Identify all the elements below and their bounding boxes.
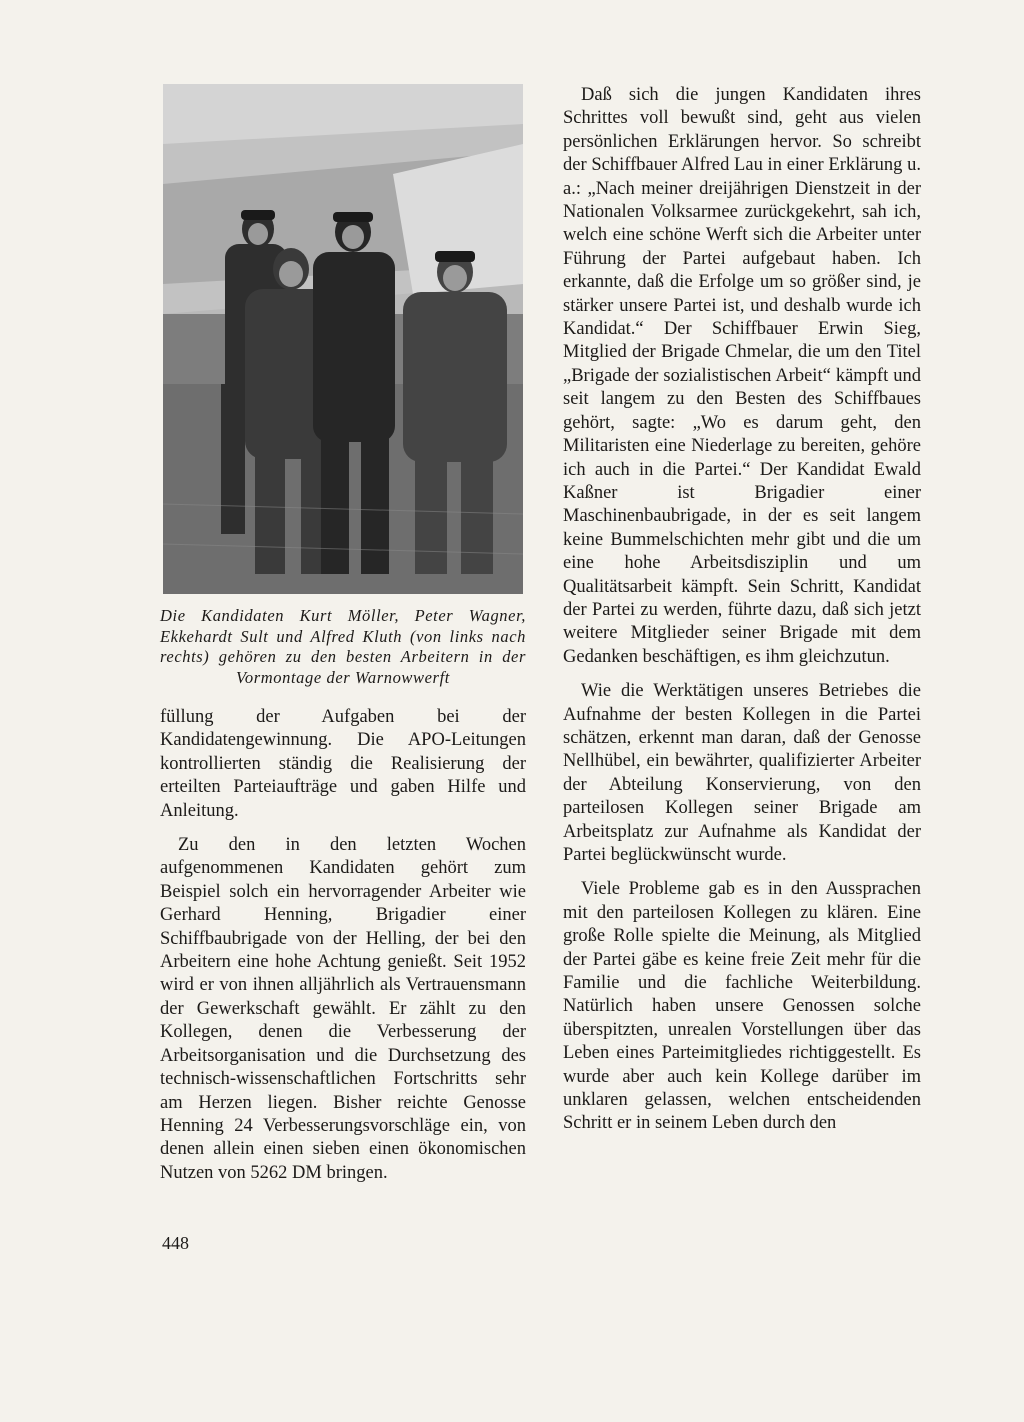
- paragraph: Wie die Werktätigen unseres Betriebes die Aufnahme der besten Kollegen in die Partei schätzen, erkennt man daran, daß der Genosse Nellhübel, ein bewährter, qualifizierter Arbeiter der Abteilung Konservierung, von den parteilosen Kollegen seiner Brigade am Arbeitsplatz zur Aufnahme als Kandidat der Partei beglückwünscht wurde.: [563, 681, 921, 865]
- photo-four-workers: [163, 84, 523, 594]
- photo-caption: Die Kandidaten Kurt Möller, Peter Wagner, Ekkehardt Sult und Alfred Kluth (von links nach rechts) gehören zu den besten Arbeitern in der Vormontage der Warnowwerft: [160, 606, 526, 687]
- photo-illustration: [163, 84, 523, 594]
- page-number: 448: [162, 1233, 189, 1253]
- paragraph: Zu den in den letzten Wochen aufgenommenen Kandidaten gehört zum Beispiel solch ein hervorragender Arbeiter wie Gerhard Henning, Brigadier einer Schiffbaubrigade von der Helling, der bei den Arbeitern eine hohe Achtung genießt. Seit 1952 wird er von ihnen alljährlich als Vertrauensmann der Gewerkschaft gewählt. Er zählt zu den Kollegen, denen die Verbesserung der Arbeitsorganisation und die Durchsetzung des technisch-wissenschaftlichen Fortschritts sehr am Herzen liegen. Bisher reichte Genosse Henning 24 Verbesserungsvorschläge ein, von denen allein einen sieben einen ökonomischen Nutzen von 5262 DM bringen.: [160, 835, 526, 1183]
- right-column: [563, 84, 921, 1136]
- paragraph: Daß sich die jungen Kandidaten ihres Schrittes voll bewußt sind, geht aus vielen persönlichen Erklärungen hervor. So schreibt der Schiffbauer Alfred Lau in einer Erklärung u. a.: „Nach meiner dreijährigen Dienstzeit in der Nationalen Volksarmee zurückgekehrt, sah ich, welch eine schöne Werft sich die Arbeiter unter Führung der Partei aufgebaut haben. Ich erkannte, daß die Erfolge um so größer sind, je stärker unsere Partei ist, und deshalb wurde ich Kandidat.“ Der Schiffbauer Erwin Sieg, Mitglied der Brigade Chmelar, die um den Titel „Brigade der sozialistischen Arbeit“ kämpft und seit langem zu den Besten des Schiffbaues gehört, sagte: „Wo es darum geht, den Militaristen eine Niederlage zu bereiten, gehöre ich auch in die Partei.“ Der Kandidat Ewald Kaßner ist Brigadier einer Maschinenbaubrigade, in der es seit langem keine Bummelschichten mehr gibt und die um eine hohe Arbeitsdisziplin und um Qualitätsarbeit kämpft. Sein Schritt, Kandidat der Partei zu werden, führte dazu, daß sich jetzt weitere Mitglieder seiner Brigade mit dem Gedanken beschäftigen, es ihm gleichzutun.: [563, 85, 921, 667]
- paragraph: Viele Probleme gab es in den Aussprachen mit den parteilosen Kollegen zu klären. Eine große Rolle spielte die Meinung, als Mitglied der Partei gäbe es keine freie Zeit mehr für die Familie und die fachliche Weiterbildung. Natürlich haben unsere Genossen solche überspitzten, unrealen Vorstellungen über das Leben eines Parteimitgliedes richtiggestellt. Es wurde aber auch kein Kollege darüber im unklaren gelassen, welchen entscheidenden Schritt er in seinem Leben durch den: [563, 879, 921, 1134]
- left-column: [160, 84, 526, 1185]
- paragraph: füllung der Aufgaben bei der Kandidatengewinnung. Die APO-Leitungen kontrollierten ständig die Realisierung der erteilten Parteiaufträge und gaben Hilfe und Anleitung.: [160, 707, 526, 821]
